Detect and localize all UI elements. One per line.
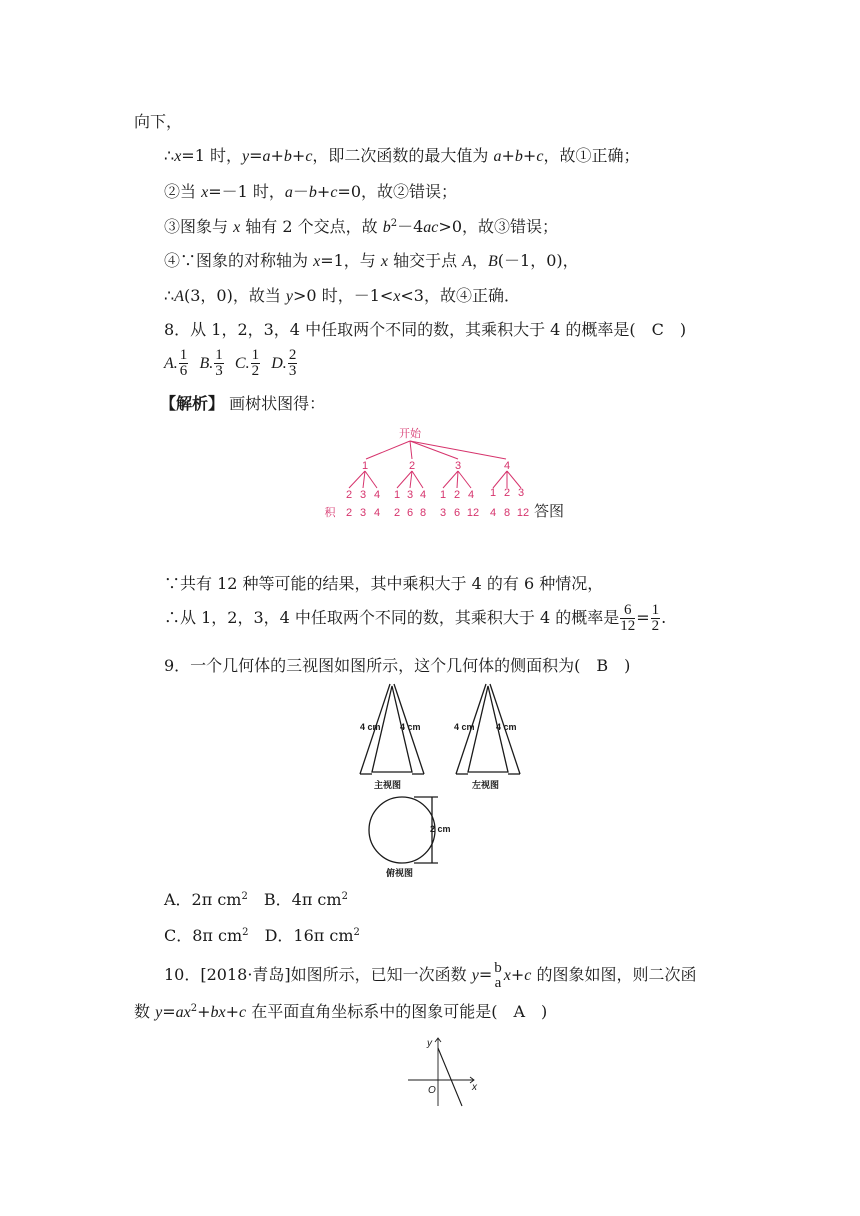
left-slant-label: 4 cm bbox=[454, 722, 475, 732]
tree-product: 3 bbox=[439, 507, 447, 519]
text-line-5: ④∵图象的对称轴为 x=1，与 x 轴交于点 A，B(－1，0)， bbox=[164, 251, 579, 270]
tree-leaf: 2 bbox=[345, 489, 353, 501]
text-line-4: ③图象与 x 轴有 2 个交点，故 $b^2-4ac>0$，故③错误； bbox=[164, 217, 558, 236]
tree-product: 2 bbox=[393, 507, 401, 519]
x-axis-label: x bbox=[472, 1082, 477, 1093]
top-view-label: 俯视图 bbox=[386, 868, 414, 878]
tree-leaf: 2 bbox=[453, 489, 461, 501]
tree-leaf: 1 bbox=[393, 489, 401, 501]
left-view-label: 左视图 bbox=[472, 780, 500, 790]
tree-node: 2 bbox=[408, 460, 416, 472]
tree-product: 12 bbox=[466, 507, 480, 519]
front-slant-label: 4 cm bbox=[400, 722, 421, 732]
q8-option-b: B. $\frac{1}{3}$ bbox=[199, 347, 223, 379]
text-line-2: ∴x=1 时，y=a+b+c，即二次函数的最大值为 a+b+c，故①正确； bbox=[164, 146, 640, 165]
q8-option-c: C. $\frac{1}{2}$ bbox=[234, 347, 260, 379]
tree-product: 6 bbox=[406, 507, 414, 519]
diameter-label: 2 cm bbox=[430, 824, 451, 834]
tree-product: 2 bbox=[345, 507, 353, 519]
tree-leaf: 4 bbox=[373, 489, 381, 501]
tree-diagram bbox=[322, 426, 584, 528]
function-line bbox=[438, 1048, 462, 1106]
q8-option-d: D. $\frac{2}{3}$ bbox=[271, 347, 297, 379]
tree-node: 3 bbox=[454, 460, 462, 472]
q9-option-a: A．2π $cm^2$ bbox=[164, 890, 248, 909]
q9-options-row-2 bbox=[164, 926, 360, 946]
top-view-circle bbox=[369, 797, 435, 863]
tree-leaf: 3 bbox=[517, 487, 525, 499]
q9-stem: 9．一个几何体的三视图如图所示，这个几何体的侧面积为( B ) bbox=[164, 656, 631, 675]
q8-options bbox=[164, 346, 298, 381]
text-line-6: ∴A(3，0)，故当 y>0 时，－1<x<3，故④正确． bbox=[164, 286, 520, 305]
tree-root: 开始 bbox=[399, 428, 421, 440]
front-slant-label: 4 cm bbox=[360, 722, 381, 732]
q8-analysis: 【解析】 画树状图得： bbox=[160, 394, 326, 413]
q8-conclusion-1: ∵共有 12 种等可能的结果，其中乘积大于 4 的有 6 种情况， bbox=[164, 574, 604, 593]
tree-product: 4 bbox=[373, 507, 381, 519]
tree-branches bbox=[349, 441, 521, 488]
tree-product: 8 bbox=[419, 507, 427, 519]
tree-caption: 答图 bbox=[534, 502, 565, 520]
tree-leaf: 3 bbox=[359, 489, 367, 501]
q9-option-d: D．16π $cm^2$ bbox=[264, 926, 360, 945]
tree-product: 12 bbox=[516, 507, 530, 519]
tree-leaf: 2 bbox=[503, 487, 511, 499]
q8-stem: 8．从 1，2，3，4 中任取两个不同的数，其乘积大于 4 的概率是( C ) bbox=[164, 320, 687, 339]
front-view-label: 主视图 bbox=[374, 780, 402, 790]
q10-stem-line-2: 数 $y=ax^2+bx+c$ 在平面直角坐标系中的图象可能是( A ) bbox=[134, 1002, 548, 1021]
tree-leaf: 4 bbox=[419, 489, 427, 501]
tree-product: 6 bbox=[453, 507, 461, 519]
tree-node: 4 bbox=[503, 460, 511, 472]
q10-stem-line-1: 10．[2018·青岛]如图所示，已知一次函数 y= b a x+c 的图象如图，则二次函 bbox=[164, 959, 697, 991]
tree-product: 4 bbox=[489, 507, 497, 519]
three-view-figure bbox=[352, 680, 532, 880]
tree-node: 1 bbox=[361, 460, 369, 472]
tree-leaf: 1 bbox=[439, 489, 447, 501]
left-slant-label: 4 cm bbox=[496, 722, 517, 732]
tree-product-label: 积 bbox=[324, 507, 336, 519]
q8-conclusion-2: ∴从 1，2，3，4 中任取两个不同的数，其乘积大于 4 的概率是 $\frac{6}{12}$ = $\frac{1}{2}$ . bbox=[164, 602, 667, 634]
q9-options-row-1 bbox=[164, 890, 348, 910]
q8-option-a: A. $\frac{1}{6}$ bbox=[164, 347, 188, 379]
y-axis-label: y bbox=[427, 1038, 432, 1049]
q9-option-b: B．4π $cm^2$ bbox=[263, 890, 348, 909]
tree-product: 8 bbox=[503, 507, 511, 519]
tree-leaf: 4 bbox=[467, 489, 475, 501]
text-line-3: ②当 x=－1 时，a－b+c=0，故②错误； bbox=[164, 182, 458, 201]
q9-option-c: C．8π $cm^2$ bbox=[164, 926, 249, 945]
tree-product: 3 bbox=[359, 507, 367, 519]
tree-leaf: 1 bbox=[489, 487, 497, 499]
linear-function-graph bbox=[400, 1032, 490, 1110]
tree-leaf: 3 bbox=[406, 489, 414, 501]
text-line-1: 向下， bbox=[134, 112, 183, 131]
origin-label: O bbox=[428, 1085, 436, 1096]
